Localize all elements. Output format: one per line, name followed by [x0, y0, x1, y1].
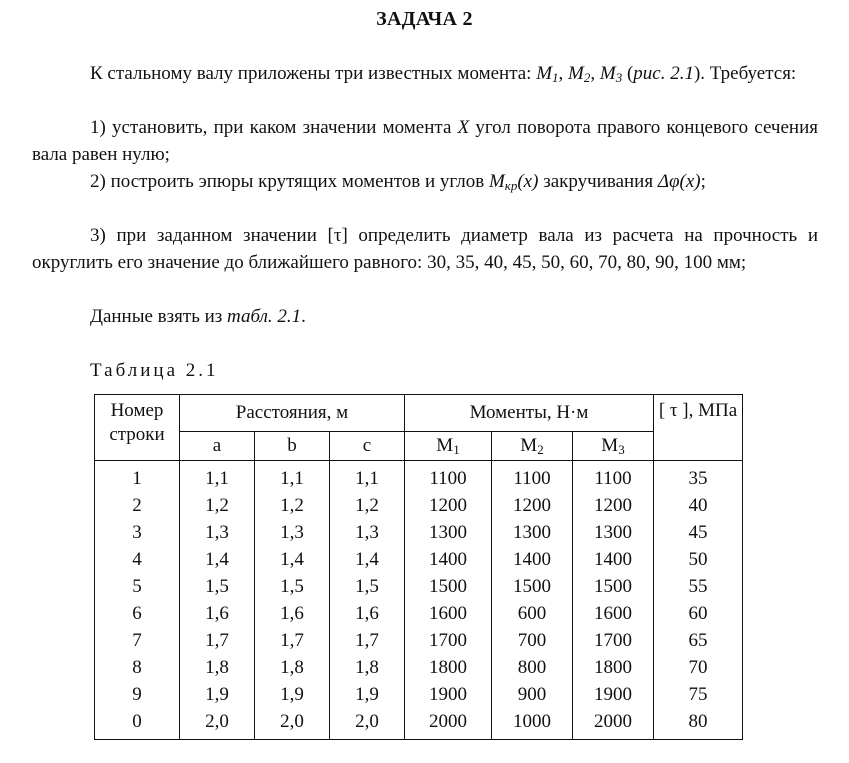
- table-cell: 900: [492, 681, 573, 708]
- table-row: [95, 519, 743, 546]
- table-cell: 1,2: [255, 492, 330, 519]
- table-cell: 60: [654, 600, 743, 627]
- table-cell: 65: [654, 627, 743, 654]
- figure-reference: рис. 2.1: [633, 63, 694, 84]
- intro-paragraph: К стальному валу приложены три известных момента: $M_1$, $M_2$, $M_3$ (рис. 2.1). Требуется:: [90, 63, 797, 85]
- table-cell: 800: [492, 654, 573, 681]
- table-cell: 1600: [405, 600, 492, 627]
- table-cell: 1,8: [330, 654, 405, 681]
- table-cell: 1900: [573, 681, 654, 708]
- table-cell: 6: [95, 600, 180, 627]
- table-cell: 1,1: [180, 461, 255, 493]
- table-cell: 80: [654, 708, 743, 740]
- table-cell: 1,7: [180, 627, 255, 654]
- table-row: [95, 492, 743, 519]
- table-cell: 1,8: [180, 654, 255, 681]
- table-cell: 1,4: [330, 546, 405, 573]
- table-cell: 1,6: [255, 600, 330, 627]
- header-row-number: Номер строки: [95, 395, 180, 461]
- table-cell: 1,9: [255, 681, 330, 708]
- header-b: b: [255, 432, 330, 461]
- table-row: [95, 546, 743, 573]
- table-cell: 45: [654, 519, 743, 546]
- table-cell: 1700: [573, 627, 654, 654]
- table-caption: Таблица 2.1: [90, 360, 219, 381]
- data-table: [94, 394, 743, 740]
- table-cell: 1,6: [330, 600, 405, 627]
- table-cell: 1300: [492, 519, 573, 546]
- table-cell: 1200: [405, 492, 492, 519]
- table-cell: 1,9: [330, 681, 405, 708]
- table-cell: 1500: [405, 573, 492, 600]
- table-cell: 1100: [492, 461, 573, 493]
- table-cell: 1,5: [180, 573, 255, 600]
- table-cell: 50: [654, 546, 743, 573]
- header-m2: $M_2$: [492, 432, 573, 461]
- header-m3: $M_3$: [573, 432, 654, 461]
- item-1: 1) установить, при каком значении момента X угол поворота правого концевого сечения вала равен нулю;: [32, 117, 818, 165]
- table-reference: табл. 2.1: [227, 306, 302, 327]
- table-cell: 1800: [573, 654, 654, 681]
- table-cell: 75: [654, 681, 743, 708]
- table-cell: 1300: [405, 519, 492, 546]
- table-cell: 0: [95, 708, 180, 740]
- table-cell: 1200: [573, 492, 654, 519]
- table-row: [95, 708, 743, 740]
- data-note: Данные взять из табл. 2.1.: [90, 306, 306, 327]
- table-cell: 3: [95, 519, 180, 546]
- table-cell: 1,3: [330, 519, 405, 546]
- item-3: 3) при заданном значении [τ] определить диаметр вала из расчета на прочность и округлить его значение до ближайшего равного: 30, 35, 40, 45, 50, 60, 70, 80, 90, 100 мм;: [32, 225, 818, 273]
- table-cell: 1800: [405, 654, 492, 681]
- table-cell: 1,2: [330, 492, 405, 519]
- table-cell: 1,1: [255, 461, 330, 493]
- table-cell: 1300: [573, 519, 654, 546]
- table-row: [95, 600, 743, 627]
- header-tau: [ τ ], МПа: [654, 395, 743, 461]
- table-cell: 2,0: [330, 708, 405, 740]
- table-cell: 2: [95, 492, 180, 519]
- header-m1: $M_1$: [405, 432, 492, 461]
- table-cell: 1700: [405, 627, 492, 654]
- table-cell: 1600: [573, 600, 654, 627]
- table-cell: 1,4: [255, 546, 330, 573]
- table-row: [95, 461, 743, 493]
- table-row: [95, 654, 743, 681]
- table-cell: 4: [95, 546, 180, 573]
- table-cell: 1100: [573, 461, 654, 493]
- table-cell: 70: [654, 654, 743, 681]
- table-cell: 1500: [573, 573, 654, 600]
- header-moments: Моменты, Н·м: [405, 395, 654, 432]
- table-cell: 40: [654, 492, 743, 519]
- table-cell: 1400: [573, 546, 654, 573]
- table-cell: 1,6: [180, 600, 255, 627]
- table-cell: 1200: [492, 492, 573, 519]
- header-distances: Расстояния, м: [180, 395, 405, 432]
- item-2: 2) построить эпюры крутящих моментов и углов $M_{кр}(x)$ закручивания Δφ(x);: [90, 171, 706, 193]
- table-cell: 55: [654, 573, 743, 600]
- task-title: ЗАДАЧА 2: [376, 8, 473, 30]
- table-cell: 1000: [492, 708, 573, 740]
- table-cell: 7: [95, 627, 180, 654]
- table-cell: 1,3: [180, 519, 255, 546]
- table-row: [95, 627, 743, 654]
- table-cell: 1400: [492, 546, 573, 573]
- table-cell: 1,1: [330, 461, 405, 493]
- table-cell: 9: [95, 681, 180, 708]
- table-row: [95, 573, 743, 600]
- table-cell: 1,5: [330, 573, 405, 600]
- table-cell: 1100: [405, 461, 492, 493]
- table-cell: 1,8: [255, 654, 330, 681]
- header-a: a: [180, 432, 255, 461]
- table-cell: 1500: [492, 573, 573, 600]
- table-cell: 1,9: [180, 681, 255, 708]
- table-cell: 600: [492, 600, 573, 627]
- table-cell: 1400: [405, 546, 492, 573]
- table-cell: 1: [95, 461, 180, 493]
- table-cell: 1,3: [255, 519, 330, 546]
- table-cell: 1900: [405, 681, 492, 708]
- table-cell: 2000: [573, 708, 654, 740]
- table-cell: 1,7: [255, 627, 330, 654]
- table-cell: 2,0: [180, 708, 255, 740]
- table-cell: 1,5: [255, 573, 330, 600]
- table-cell: 1,7: [330, 627, 405, 654]
- table-cell: 35: [654, 461, 743, 493]
- table-cell: 5: [95, 573, 180, 600]
- table-cell: 2000: [405, 708, 492, 740]
- table-cell: 8: [95, 654, 180, 681]
- table-cell: 2,0: [255, 708, 330, 740]
- table-row: [95, 681, 743, 708]
- table-cell: 1,2: [180, 492, 255, 519]
- table-cell: 700: [492, 627, 573, 654]
- header-c: c: [330, 432, 405, 461]
- table-cell: 1,4: [180, 546, 255, 573]
